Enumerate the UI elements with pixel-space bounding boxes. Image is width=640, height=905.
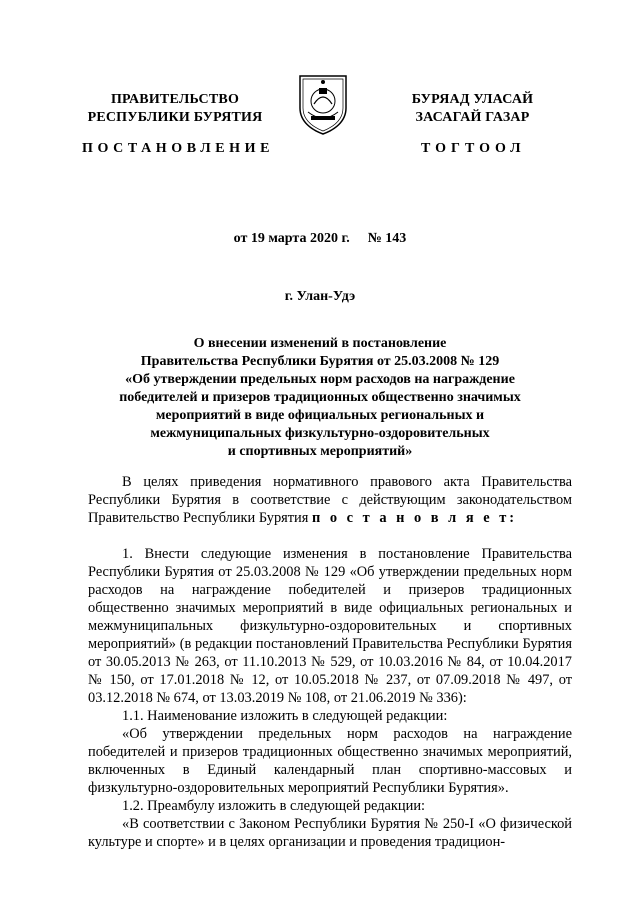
clause-1-1-text: «Об утверждении предельных норм расходов на награждение победителей и призеров традиционных общественно значимых мероприятий, включенных в Единый календарный план спортивно-массовых и физкультурно-оздоровительных мероприятий Республики Бурятия».	[88, 726, 572, 796]
decree-label-ru: ПОСТАНОВЛЕНИЕ	[82, 141, 275, 156]
decree-title	[90, 335, 550, 461]
title-line: Правительства Республики Бурятия от 25.03.2008 № 129	[140, 354, 500, 369]
header-right-line1: БУРЯАД УЛАСАЙ	[411, 92, 534, 107]
header-left-line2: РЕСПУБЛИКИ БУРЯТИЯ	[87, 110, 263, 125]
title-line: мероприятий в виде официальных региональных и	[155, 408, 485, 423]
title-line: О внесении изменений в постановление	[193, 336, 447, 351]
decree-number: № 143	[367, 231, 407, 246]
clause-1-2-text: «В соответствии с Законом Республики Бурятия № 250-I «О физической культуре и спорте» и в целях организации и проведения традицион-	[88, 816, 572, 850]
header-left-line1: ПРАВИТЕЛЬСТВО	[110, 92, 240, 107]
clause-1-2: 1.2. Преамбулу изложить в следующей редакции:	[122, 798, 426, 814]
intro-text: В целях приведения нормативного правового акта Правительства Республики Бурятия в соответствие с действующим законодательством Правительство Республики Бурятия	[88, 474, 572, 526]
header-right	[380, 91, 565, 127]
decree-city: г. Улан-Удэ	[284, 289, 356, 304]
title-line: и спортивных мероприятий»	[227, 444, 413, 459]
resolves-keyword: п о с т а н о в л я е т:	[311, 510, 518, 526]
title-line: межмуниципальных физкультурно-оздоровительных	[150, 426, 490, 441]
decree-date-line	[0, 231, 640, 247]
header-right-line2: ЗАСАГАЙ ГАЗАР	[415, 110, 530, 125]
clause-1-1: 1.1. Наименование изложить в следующей редакции:	[122, 708, 448, 724]
title-line: победителей и призеров традиционных общественно значимых	[119, 390, 521, 405]
clause-1: 1. Внести следующие изменения в постановление Правительства Республики Бурятия от 25.03.2008 № 129 «Об утверждении предельных норм расходов на награждение победителей и призеров традиционных общественно значимых мероприятий в виде официальных региональных и межмуниципальных физкультурно-оздоровительных и спортивных мероприятий» (в редакции постановлений Правительства Республики Бурятия от 30.05.2013 № 263, от 11.10.2013 № 529, от 10.03.2016 № 84, от 10.04.2017 № 150, от 17.01.2018 № 12, от 10.05.2018 № 237, от 07.09.2018 № 497, от 03.12.2018 № 674, от 13.03.2019 № 108, от 21.06.2019 № 336):	[88, 546, 572, 706]
intro-paragraph	[88, 473, 572, 527]
decree-body	[88, 473, 572, 851]
header-left	[70, 91, 280, 127]
title-line: «Об утверждении предельных норм расходов на награждение	[125, 372, 515, 387]
decree-date: от 19 марта 2020 г.	[233, 231, 350, 246]
decree-label-bua: ТОГТООЛ	[421, 141, 526, 156]
coat-of-arms-icon	[296, 72, 350, 136]
